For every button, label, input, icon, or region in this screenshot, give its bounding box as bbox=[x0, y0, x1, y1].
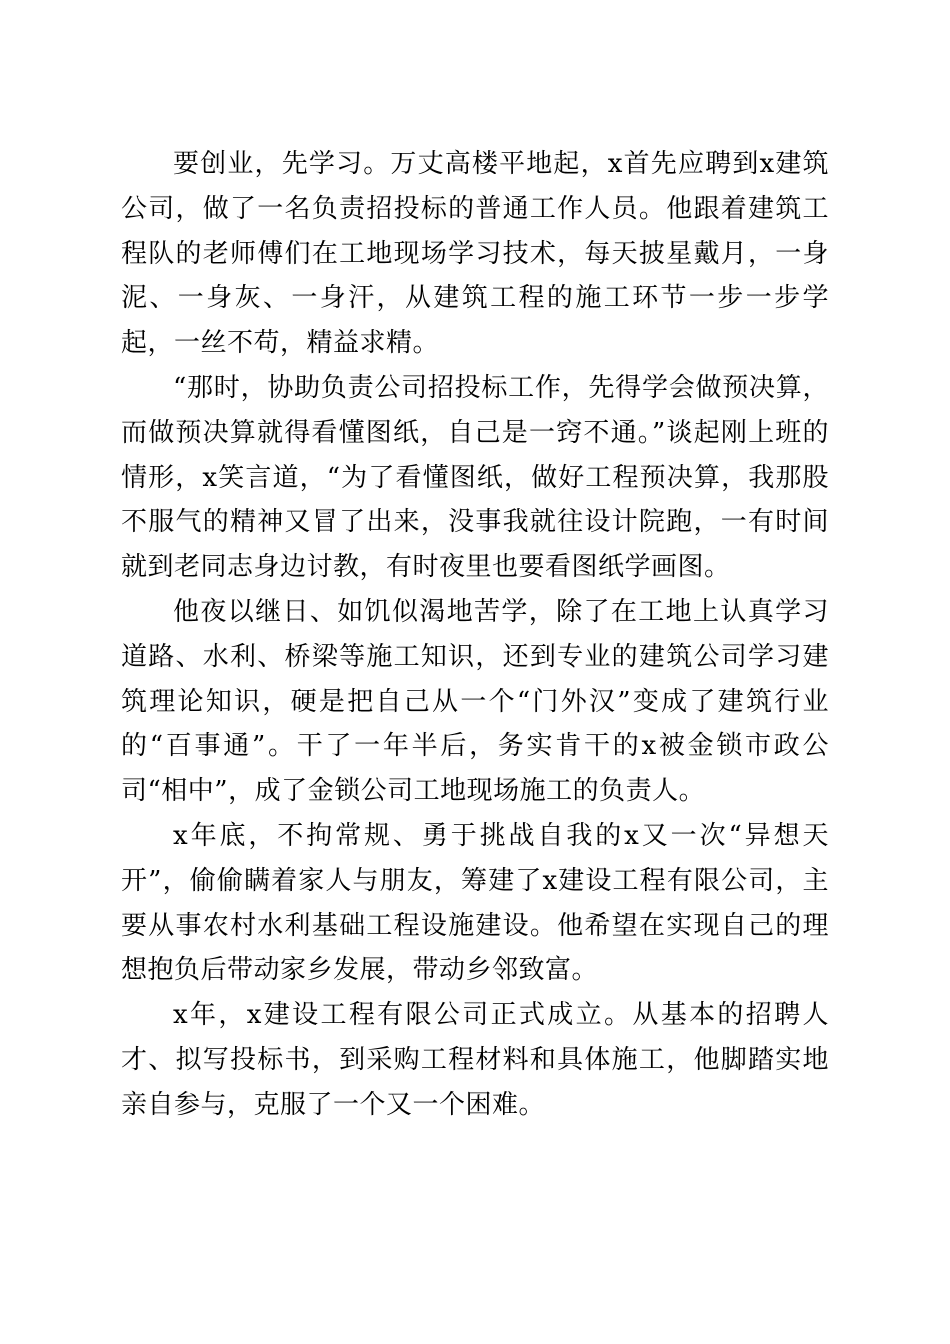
paragraph-4: x年底，不拘常规、勇于挑战自我的x又一次“异想天开”，偷偷瞒着家人与朋友，筹建了x建设工程有限公司，主要从事农村水利基础工程设施建设。他希望在实现自己的理想抱负后带动家乡发展，带动乡邻致富。 bbox=[121, 820, 829, 986]
paragraph-3: 他夜以继日、如饥似渴地苦学，除了在工地上认真学习道路、水利、桥梁等施工知识，还到专业的建筑公司学习建筑理论知识，硬是把自己从一个“门外汉”变成了建筑行业的“百事通”。干了一年半后，务实肯干的x被金锁市政公司“相中”，成了金锁公司工地现场施工的负责人。 bbox=[121, 596, 829, 807]
document-body bbox=[121, 142, 829, 1128]
paragraph-2: “那时，协助负责公司招投标工作，先得学会做预决算，而做预决算就得看懂图纸，自己是一窍不通。”谈起刚上班的情形，x笑言道，“为了看懂图纸，做好工程预决算，我那股不服气的精神又冒了出来，没事我就往设计院跑，一有时间就到老同志身边讨教，有时夜里也要看图纸学画图。 bbox=[121, 372, 829, 583]
paragraph-5: x年，x建设工程有限公司正式成立。从基本的招聘人才、拟写投标书，到采购工程材料和具体施工，他脚踏实地亲自参与，克服了一个又一个困难。 bbox=[121, 1000, 829, 1120]
paragraph-1: 要创业，先学习。万丈高楼平地起，x首先应聘到x建筑公司，做了一名负责招投标的普通工作人员。他跟着建筑工程队的老师傅们在工地现场学习技术，每天披星戴月，一身泥、一身灰、一身汗，从建筑工程的施工环节一步一步学起，一丝不苟，精益求精。 bbox=[121, 149, 829, 359]
